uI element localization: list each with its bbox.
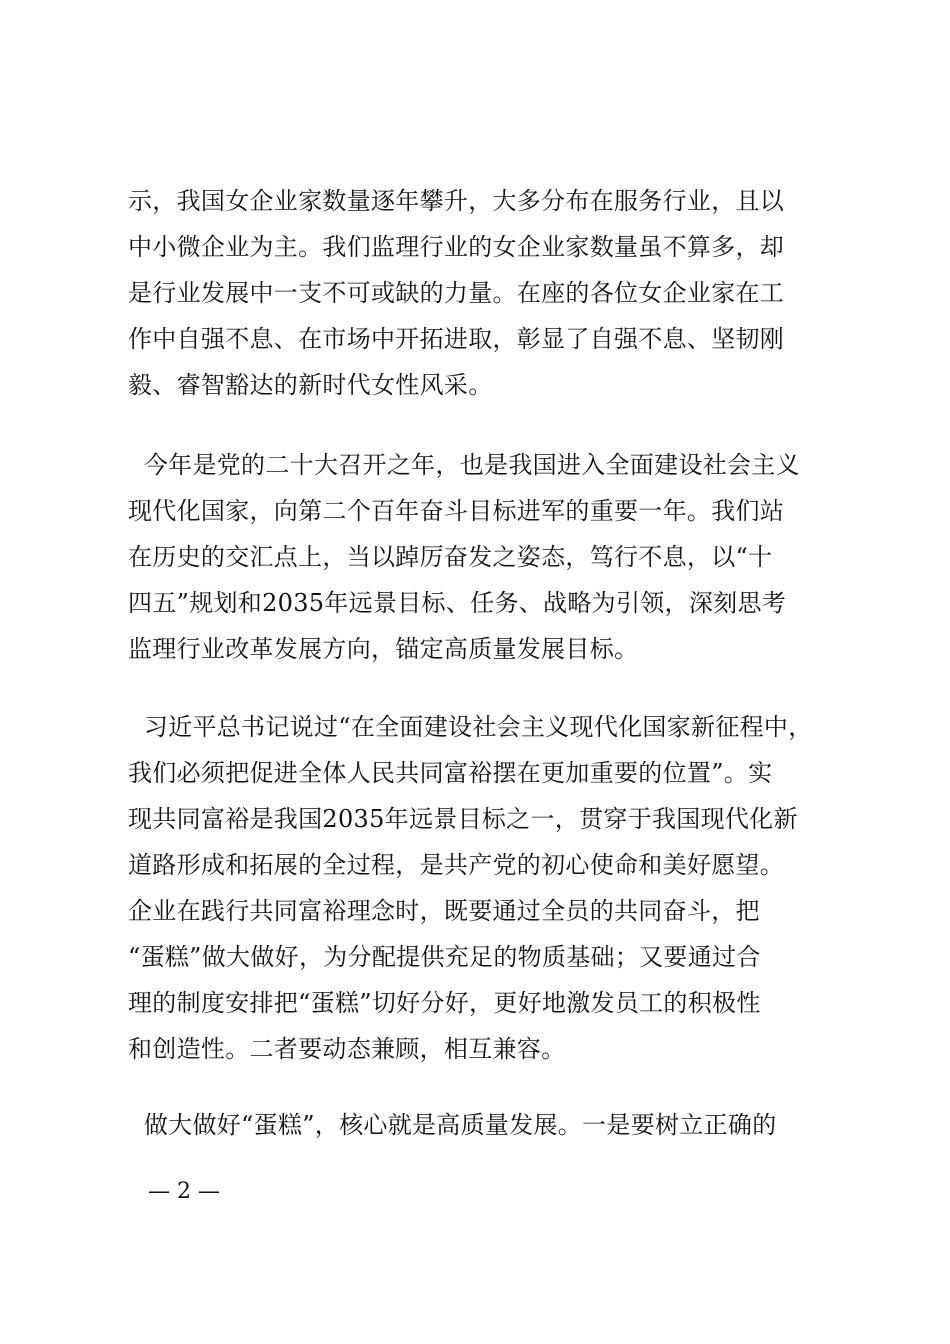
text-line: 我们必须把促进全体人民共同富裕摆在更加重要的位置”。实	[128, 759, 773, 787]
text-line: 习近平总书记说过“在全面建设社会主义现代化国家新征程中，	[128, 713, 813, 741]
text-line: 理的制度安排把“蛋糕”切好分好，更好地激发员工的积极性	[128, 989, 761, 1017]
text-line: 道路形成和拓展的全过程，是共产党的初心使命和美好愿望。	[128, 851, 785, 879]
text-line: 和创造性。二者要动态兼顾，相互兼容。	[128, 1035, 566, 1063]
page-number: — 2 —	[148, 1179, 220, 1204]
text-line: 在历史的交汇点上，当以踔厉奋发之姿态，笃行不息，以“十	[128, 543, 773, 571]
text-line: “蛋糕”做大做好，为分配提供充足的物质基础；又要通过合	[128, 943, 761, 971]
text-line: 现共同富裕是我国2035年远景目标之一，贯穿于我国现代化新	[128, 805, 798, 833]
text-line: 毅、睿智豁达的新时代女性风采。	[128, 371, 493, 399]
text-line: 做大做好“蛋糕”，核心就是高质量发展。一是要树立正确的	[128, 1111, 777, 1139]
text-line: 今年是党的二十大召开之年，也是我国进入全面建设社会主义	[128, 451, 800, 479]
text-line: 中小微企业为主。我们监理行业的女企业家数量虽不算多，却	[128, 233, 785, 261]
text-line: 示，我国女企业家数量逐年攀升，大多分布在服务行业，且以	[128, 187, 785, 215]
text-line: 监理行业改革发展方向，锚定高质量发展目标。	[128, 635, 639, 663]
text-line: 是行业发展中一支不可或缺的力量。在座的各位女企业家在工	[128, 279, 785, 307]
text-line: 作中自强不息、在市场中开拓进取，彰显了自强不息、坚韧刚	[128, 325, 785, 353]
text-line: 企业在践行共同富裕理念时，既要通过全员的共同奋斗，把	[128, 897, 760, 925]
text-line: 现代化国家，向第二个百年奋斗目标进军的重要一年。我们站	[128, 497, 785, 525]
text-line: 四五”规划和2035年远景目标、任务、战略为引领，深刻思考	[128, 589, 787, 617]
